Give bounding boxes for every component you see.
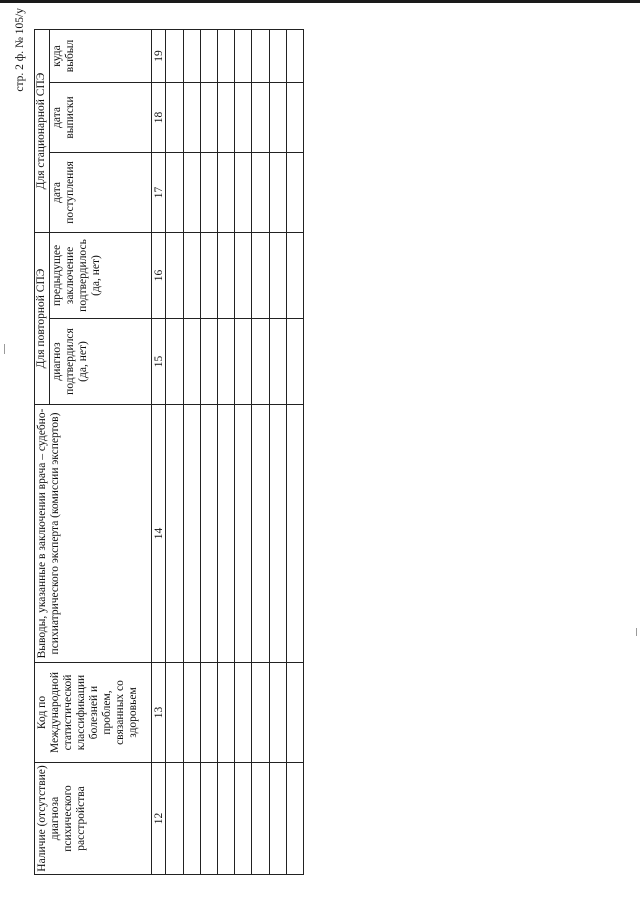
empty-cell <box>166 663 183 763</box>
header-diagnosis-confirmed: диагноз подтвердился (да, нет) <box>49 319 151 405</box>
header-diagnosis-presence: Наличие (отсутствие) диагноза психического расстройства <box>35 763 152 875</box>
empty-cell <box>166 29 183 82</box>
empty-cell <box>183 319 200 405</box>
empty-cell <box>286 763 303 875</box>
empty-cell <box>200 319 217 405</box>
empty-cell <box>200 29 217 82</box>
empty-cell <box>217 82 234 152</box>
empty-cell <box>252 663 269 763</box>
empty-cell <box>286 405 303 663</box>
header-group-repeat-exam: Для повторной СПЭ <box>35 232 50 404</box>
column-number: 14 <box>151 405 166 663</box>
empty-cell <box>269 663 286 763</box>
empty-cell <box>269 82 286 152</box>
empty-cell <box>217 29 234 82</box>
header-group-stationary-exam: Для стационарной СПЭ <box>35 29 50 232</box>
empty-cell <box>286 232 303 318</box>
empty-cell <box>217 152 234 232</box>
empty-cell <box>200 152 217 232</box>
empty-cell <box>269 319 286 405</box>
header-admission-date: дата поступления <box>49 152 151 232</box>
table-row <box>183 29 200 874</box>
column-number: 16 <box>151 232 166 318</box>
empty-cell <box>217 763 234 875</box>
register-form-table <box>34 29 304 875</box>
empty-cell <box>183 152 200 232</box>
table-row <box>252 29 269 874</box>
empty-cell <box>166 82 183 152</box>
form-entry-rows <box>166 29 304 874</box>
empty-cell <box>252 405 269 663</box>
header-expert-conclusions: Выводы, указанные в заключении врача – судебно-психиатрического эксперта (комиссии экспертов) <box>35 405 152 663</box>
empty-cell <box>235 663 252 763</box>
empty-cell <box>269 405 286 663</box>
empty-cell <box>235 763 252 875</box>
empty-cell <box>217 232 234 318</box>
header-discharge-date: дата выписки <box>49 82 151 152</box>
empty-cell <box>252 29 269 82</box>
column-number-row <box>151 29 166 874</box>
empty-cell <box>252 232 269 318</box>
empty-cell <box>166 405 183 663</box>
empty-cell <box>252 152 269 232</box>
empty-cell <box>217 663 234 763</box>
empty-cell <box>200 763 217 875</box>
header-icd-code: Код по Международной статистической классификации болезней и проблем, связанных со здоровьем <box>35 663 152 763</box>
empty-cell <box>286 319 303 405</box>
table-row <box>166 29 183 874</box>
table-row <box>235 29 252 874</box>
column-number: 13 <box>151 663 166 763</box>
empty-cell <box>269 232 286 318</box>
empty-cell <box>217 319 234 405</box>
empty-cell <box>252 763 269 875</box>
empty-cell <box>235 405 252 663</box>
empty-cell <box>286 663 303 763</box>
table-row <box>269 29 286 874</box>
empty-cell <box>286 152 303 232</box>
column-number: 12 <box>151 763 166 875</box>
column-number: 15 <box>151 319 166 405</box>
page-reference: стр. 2 ф. № 105/у <box>14 8 26 92</box>
empty-cell <box>166 152 183 232</box>
table-row <box>286 29 303 874</box>
empty-cell <box>200 232 217 318</box>
empty-cell <box>269 763 286 875</box>
empty-cell <box>252 319 269 405</box>
header-destination: куда выбыл <box>49 29 151 82</box>
empty-cell <box>200 663 217 763</box>
empty-cell <box>252 82 269 152</box>
empty-cell <box>183 82 200 152</box>
empty-cell <box>235 29 252 82</box>
empty-cell <box>166 319 183 405</box>
empty-cell <box>183 29 200 82</box>
empty-cell <box>166 232 183 318</box>
empty-cell <box>166 763 183 875</box>
empty-cell <box>235 319 252 405</box>
empty-cell <box>286 82 303 152</box>
empty-cell <box>235 232 252 318</box>
empty-cell <box>286 29 303 82</box>
empty-cell <box>235 152 252 232</box>
header-previous-conclusion-confirmed: предыдущее заключение подтвердилось (да, нет) <box>49 232 151 318</box>
empty-cell <box>200 405 217 663</box>
empty-cell <box>269 29 286 82</box>
column-number: 18 <box>151 82 166 152</box>
empty-cell <box>183 405 200 663</box>
column-number: 17 <box>151 152 166 232</box>
empty-cell <box>183 763 200 875</box>
empty-cell <box>183 663 200 763</box>
empty-cell <box>235 82 252 152</box>
table-row <box>200 29 217 874</box>
table-row <box>217 29 234 874</box>
empty-cell <box>269 152 286 232</box>
empty-cell <box>217 405 234 663</box>
empty-cell <box>200 82 217 152</box>
empty-cell <box>183 232 200 318</box>
column-number: 19 <box>151 29 166 82</box>
